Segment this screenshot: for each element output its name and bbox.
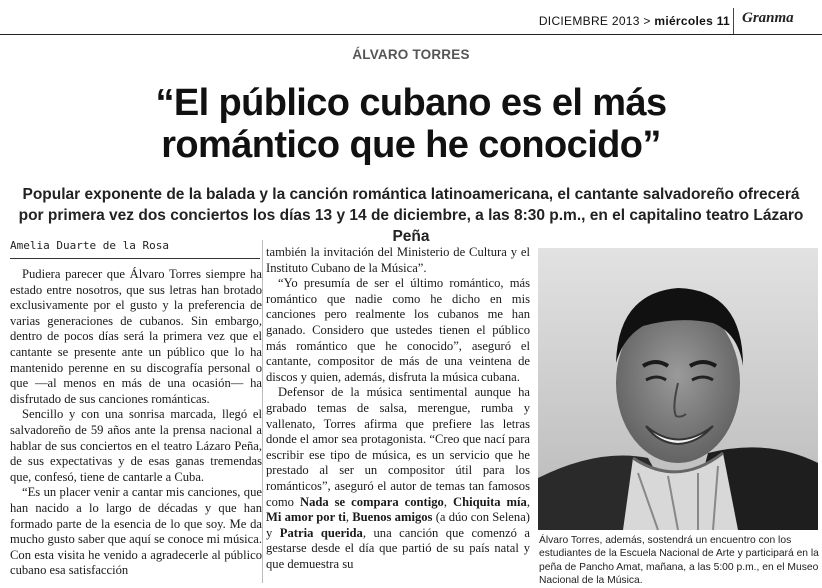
paragraph-text: (a dúo con Selena) y xyxy=(266,510,530,540)
deck-line-2: por primera vez dos conciertos los días 13 y 14 de diciembre, a las 8:30 p.m., en el capitalino teatro Lázaro Peña xyxy=(18,207,804,245)
column-divider xyxy=(262,240,263,583)
article-headline xyxy=(0,82,822,166)
paragraph-text: , una canción que comenzó a gestarse desde el día que partió de su país natal y que demuestra su xyxy=(266,525,530,571)
headline-line-1: “El público cubano es el más xyxy=(155,82,667,124)
header-rule xyxy=(0,34,822,35)
issue-day: miércoles 11 xyxy=(654,14,730,28)
song-title: Nada se compara contigo xyxy=(299,494,444,509)
paragraph: Sencillo y con una sonrisa marcada, llegó el salvadoreño de 59 años ante la prensa nacional a hablar de sus conciertos en el teatro Lázaro Peña, de sus expectativas y de esas ganas tremendas que, confesó, tiene de cantarle a Cuba. xyxy=(10,407,262,484)
portrait-photo xyxy=(538,248,818,530)
paragraph: también la invitación del Ministerio de Cultura y el Instituto Cubano de la Música”. xyxy=(266,245,530,275)
song-title: Buenos amigos xyxy=(352,510,433,525)
article-column-1 xyxy=(10,267,262,579)
song-title: Mi amor por ti xyxy=(266,510,346,525)
deck-line-1: Popular exponente de la balada y la canción romántica latinoamericana, el cantante salvadoreño ofrecerá xyxy=(22,186,800,203)
paragraph: Pudiera parecer que Álvaro Torres siempre ha estado entre nosotros, que sus letras han brotado exclusivamente por el gusto y la preferencia de varias generaciones de cubanos. Sin embargo, dentro de pocos días será la primera vez que el cantante se presente ante un público que lo ha mantenido perenne en su discografía personal o que —al menos en más de una ocasión— ha disfrutado de sus canciones románticas. xyxy=(10,267,262,406)
newspaper-logo: Granma xyxy=(742,10,794,26)
paragraph: “Es un placer venir a cantar mis canciones, que han nacido a lo largo de décadas y que han formado parte de la esencia de lo que soy. Me da mucho gusto saber que aquí se conoce mi música. Con esta visita he venido a agradecerle al público cubano esa satisfacción xyxy=(10,485,262,578)
page-header xyxy=(0,0,822,38)
photo-caption: Álvaro Torres, además, sostendrá un encuentro con los estudiantes de la Escuela Nacional de Arte y participará en la peña de Pancho Amat, mañana, a las 5:00 p.m., en el Museo Nacional de la Música. xyxy=(539,535,819,587)
issue-date xyxy=(539,14,730,28)
paragraph: “Yo presumía de ser el último romántico, más romántico que nadie como he dicho en mis canciones pero realmente los cubanos me han ganado. Considero que ustedes tienen el público más romántico que he conocido”, aseguró el cantante, compositor de más de una veintena de discos y quien, además, disfruta la música cubana. xyxy=(266,276,530,384)
article-byline: Amelia Duarte de la Rosa xyxy=(10,239,169,252)
byline-rule xyxy=(10,258,260,259)
headline-line-2: romántico que he conocido” xyxy=(161,124,661,166)
header-separator xyxy=(733,8,734,34)
paragraph-text: Defensor de la música sentimental aunque ha grabado temas de salsa, merengue, rumba y vallenato, Torres afirma que prefiere las letras donde el amor sea protagonista. “Creo que nací para escribir ese tipo de música, es un servicio que he prestado al ser un compositor útil para los románticos”, aseguró el autor de temas tan famosos como xyxy=(266,385,530,509)
issue-month-year: DICIEMBRE 2013 > xyxy=(538,14,651,28)
article-kicker: ÁLVARO TORRES xyxy=(352,47,470,62)
portrait-image xyxy=(538,248,818,530)
song-title: Patria querida xyxy=(279,525,363,540)
paragraph: Defensor de la música sentimental aunque ha grabado temas de salsa, merengue, rumba y vallenato, Torres afirma que prefiere las letras donde el amor sea protagonista. “Creo que nací para escribir ese tipo de música, es un servicio que he prestado al ser un compositor útil para los románticos”, aseguró el autor de temas tan famosos como Nada se compara contigo, Chiquita mía, Mi amor por ti, Buenos amigos (a dúo con Selena) y Patria querida, una canción que comenzó a gestarse desde el día que partió de su país natal y que demuestra su xyxy=(266,385,531,571)
song-title: Chiquita mía xyxy=(452,494,527,509)
article-column-2 xyxy=(266,245,530,572)
article-deck xyxy=(10,184,812,247)
